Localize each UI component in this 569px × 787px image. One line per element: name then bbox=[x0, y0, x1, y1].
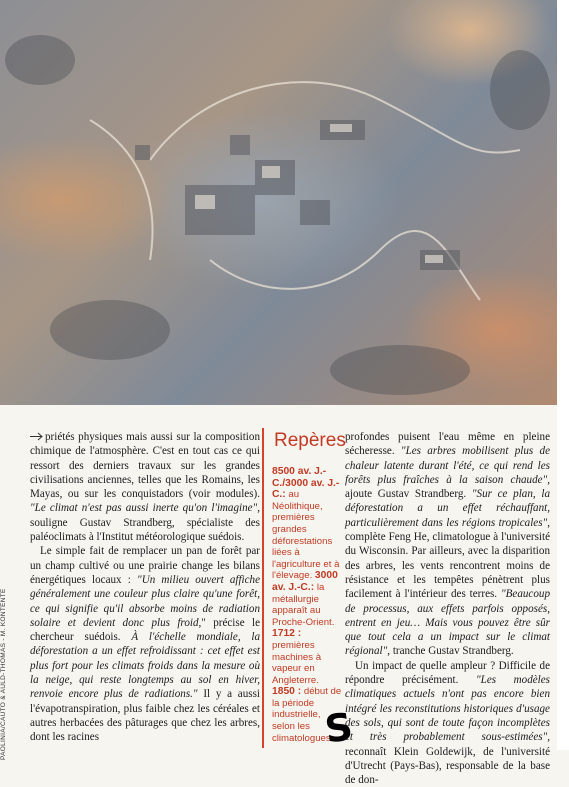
arrow-right-icon bbox=[30, 432, 44, 441]
timeline-date: 3000 av. J.-C.: bbox=[272, 570, 338, 593]
quote-span: "Sur ce plan, la déforestation a un effet réchauffant, particulièrement dans les régions tropicales" bbox=[345, 488, 550, 529]
paragraph bbox=[345, 659, 550, 787]
text-span: , tranche Gustav Strandberg. bbox=[387, 645, 514, 658]
timeline-text: premières machines à vapeur en Angleterre. bbox=[272, 639, 322, 686]
page-edge bbox=[557, 0, 569, 750]
text-span: Un impact de quelle ampleur ? Difficile de répondre précisément. bbox=[345, 659, 550, 687]
paragraph bbox=[345, 430, 550, 659]
text-span: Le simple fait de remplacer un pan de forêt par un champ cultivé ou une prairie change les bilans énergétiques locaux : bbox=[30, 545, 260, 586]
timeline-text: au Néolithique, premières grandes déforestations liées à l'agriculture et à l'élevage. bbox=[272, 489, 340, 582]
handwritten-mark: S bbox=[322, 704, 356, 752]
text-column-left bbox=[30, 430, 260, 745]
text-span: profondes puisent l'eau même en pleine sécheresse. bbox=[345, 431, 550, 458]
text-span: , souligne Gustav Strandberg, spécialiste des paléoclimats à l'Institut météorologique suédois. bbox=[30, 502, 260, 544]
quote-span: "Les modèles climatiques actuels n'ont pas encore bien intégré les reconstitutions historiques d'usage des sols, qui sont de toute façon incomplètes et très probablement sous-estimées" bbox=[345, 674, 550, 744]
quote-span: "Les arbres mobilisent plus de chaleur latente durant l'été, ce qui rend les forêts plus fraîches à la saison chaude" bbox=[345, 445, 550, 486]
sidebar-title: Repères bbox=[274, 430, 346, 451]
text-column-right bbox=[345, 430, 550, 787]
text-span: , reconnaît Klein Goldewijk, de l'université d'Utrecht (Pays-Bas), responsable de la base de don- bbox=[345, 731, 550, 787]
paragraph bbox=[30, 430, 260, 544]
quote-span: À l'échelle mondiale, la déforestation a un effet refroidissant : cet effet est plus fort pour les climats froids dans la mesure où la neige, qui reste longtemps au sol en hiver, renvoie encore plus de radiations." bbox=[30, 631, 260, 701]
paragraph: Le simple fait de remplacer un pan de forêt par un champ cultivé ou une prairie change les bilans énergétiques locaux : "Un milieu ouvert affiche généralement une couleur plus claire qu'une forêt, ce qui signifie qu'il absorbe moins de radiation solaire et devient donc plus froid," précise le chercheur suédois. À l'échelle mondiale, la déforestation a un effet refroidissant : cet effet est plus fort pour les climats froids dans la mesure où la neige, qui reste longtemps au sol en hiver, renvoie encore plus de radiations." Il y a aussi l'évapotranspiration, plus faible chez les céréales et autres herbacées des pâturages que chez les arbres, dont les racines bbox=[30, 545, 261, 744]
quote-span: "Un milieu ouvert affiche généralement une couleur plus claire qu'une forêt, ce qui signifie qu'il absorbe moins de radiation solaire et devient donc plus froid, bbox=[30, 573, 261, 629]
timeline-date: 1850 : bbox=[272, 686, 302, 698]
reperes-sidebar bbox=[262, 428, 344, 748]
text-span: , ajoute Gustav Strandberg. bbox=[345, 473, 550, 501]
quote-span: "Beaucoup de processus, aux effets parfois opposés, entrent en jeu… Mais vous pouvez être sûr que tout cela a un impact sur le climat régional" bbox=[345, 588, 550, 658]
sidebar-timeline bbox=[272, 466, 342, 744]
timeline-text: début de la période industrielle, selon les climatologues. bbox=[272, 686, 342, 744]
photo-credit: PAOLINIA/CAUTO & AULD-THOMAS - M. KONTENTE bbox=[0, 588, 7, 760]
text-span: Il y a aussi l'évapotranspiration, plus faible chez les céréales et autres herbacées des pâturages que chez les arbres, dont les racines bbox=[30, 688, 260, 744]
text-span: , complète Feng He, climatologue à l'université du Wisconsin. Par ailleurs, avec la disparition des arbres, les vents rencontrent moins de résistance et les tempêtes pénètrent plus facilement à l'intérieur des terres. bbox=[345, 516, 550, 601]
text-span: précise le chercheur suédois. bbox=[30, 616, 260, 644]
timeline-text: la métallurgie apparaît au Proche-Orient. bbox=[272, 581, 335, 628]
quote-span: "Le climat n'est pas aussi inerte qu'on l'imagine" bbox=[30, 502, 258, 515]
timeline-date: 8500 av. J.-C./3000 av. J.-C.: bbox=[272, 466, 340, 501]
timeline-date: 1712 : bbox=[272, 628, 302, 640]
text-span: priétés physiques mais aussi sur la composition chimique de l'atmosphère. C'est en tout cas ce qui ressort des derniers travaux sur les grandes civilisations anciennes, telles que les Romains, les Mayas, ou sur les conquistadors (voir modules). bbox=[30, 431, 260, 501]
